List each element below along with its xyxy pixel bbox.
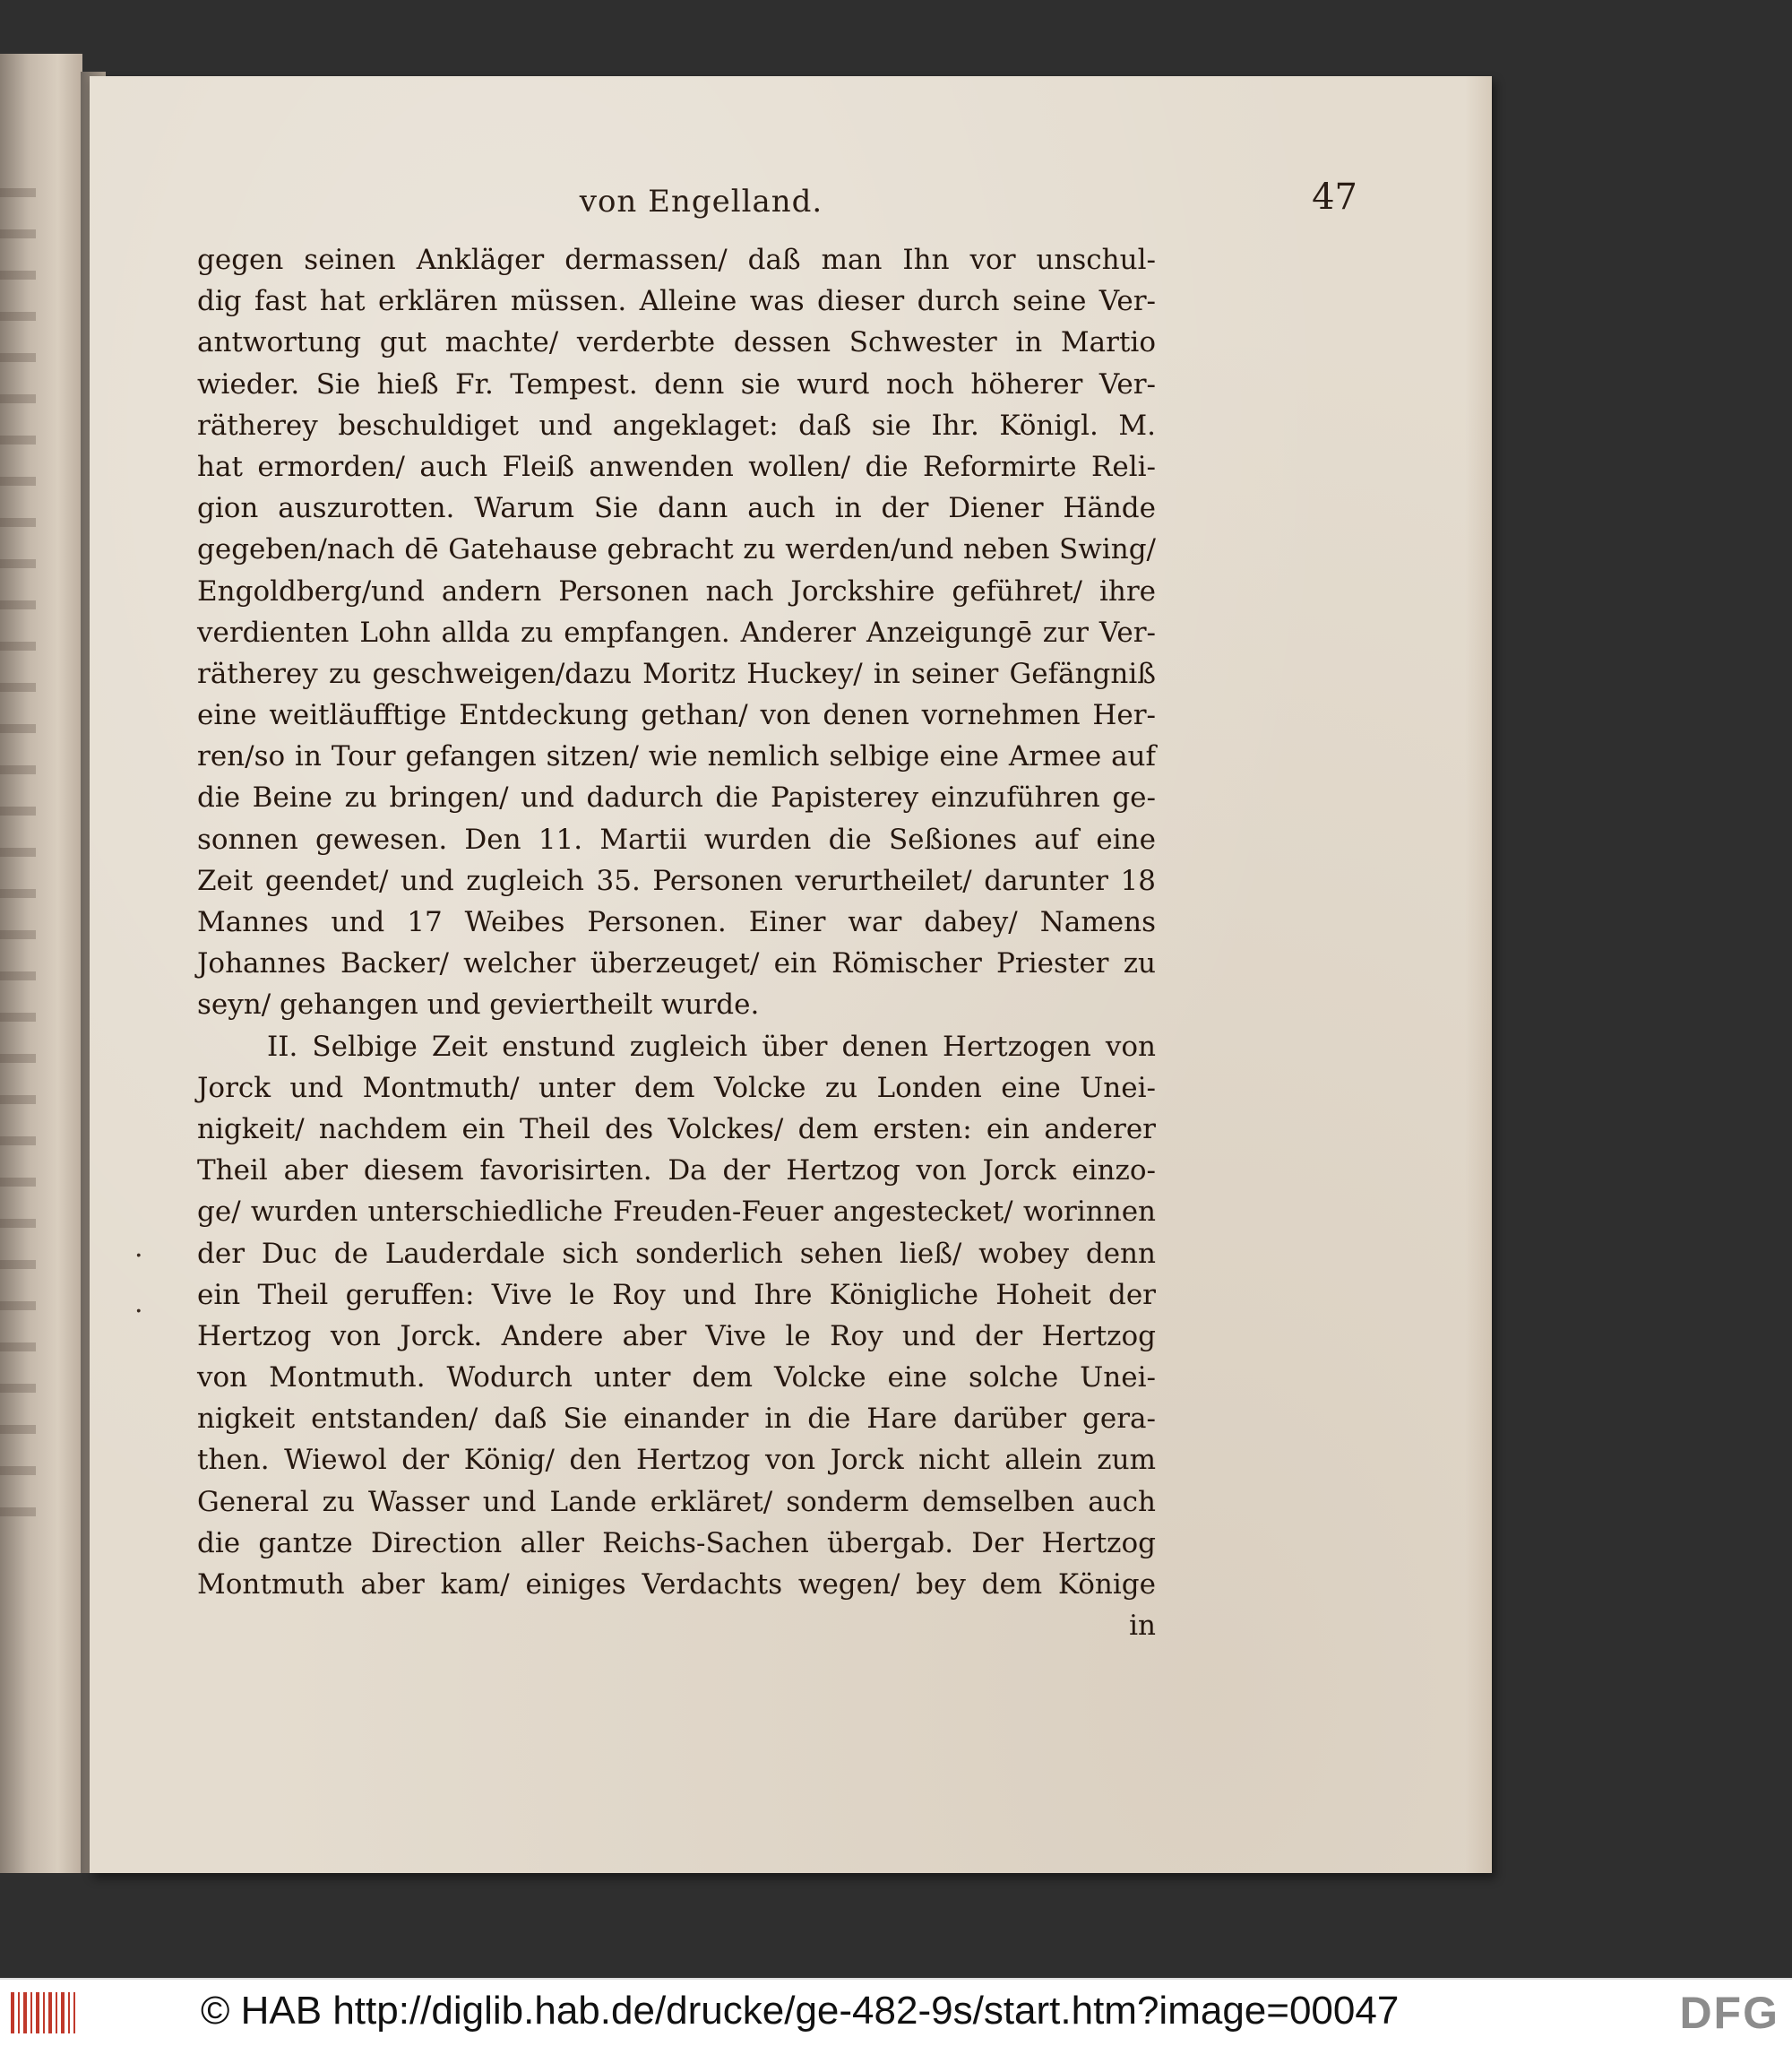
- text-line: Montmuth aber kam/ einiges Verdachts wegen/ bey dem Könige: [197, 1568, 1156, 1601]
- text-line: sonnen gewesen. Den 11. Martii wurden die Seßiones auf eine: [197, 823, 1156, 856]
- text-line: gion auszurotten. Warum Sie dann auch in der Diener Hände: [197, 492, 1156, 525]
- body-text: [197, 239, 1156, 1646]
- dfg-logo: DFG: [1679, 1988, 1779, 2038]
- text-line: gegen seinen Ankläger dermassen/ daß man Ihn vor unschul-: [197, 244, 1156, 276]
- text-line: die Beine zu bringen/ und dadurch die Papisterey einzuführen ge-: [197, 781, 1156, 815]
- text-line: rätherey beschuldiget und angeklaget: daß sie Ihr. Königl. M.: [197, 409, 1156, 442]
- text-line: eine weitläufftige Entdeckung gethan/ von denen vornehmen Her-: [197, 699, 1156, 732]
- barcode-icon: [11, 1992, 75, 2033]
- margin-mark: .: [134, 1232, 143, 1264]
- text-line: wieder. Sie hieß Fr. Tempest. denn sie wurd noch höherer Ver-: [197, 367, 1156, 401]
- text-line: Zeit geendet/ und zugleich 35. Personen verurtheilet/ darunter 18: [197, 864, 1156, 897]
- text-line: ren/so in Tour gefangen sitzen/ wie nemlich selbige eine Armee auf: [197, 740, 1156, 773]
- text-line: die gantze Direction aller Reichs-Sachen übergab. Der Hertzog: [197, 1526, 1156, 1559]
- running-head: [179, 177, 1357, 237]
- text-line: Jorck und Montmuth/ unter dem Volcke zu Londen eine Unei-: [197, 1071, 1156, 1104]
- page-number: 47: [1312, 177, 1357, 218]
- text-line: nigkeit/ nachdem ein Theil des Volckes/ dem ersten: ein anderer: [197, 1112, 1156, 1145]
- text-line: rätherey zu geschweigen/dazu Moritz Huckey/ in seiner Gefängniß: [197, 657, 1156, 690]
- text-line: von Montmuth. Wodurch unter dem Volcke eine solche Unei-: [197, 1361, 1156, 1394]
- text-line: gegeben/nach dē Gatehause gebracht zu werden/und neben Swing/: [197, 533, 1156, 566]
- text-line: hat ermorden/ auch Fleiß anwenden wollen/ die Reformirte Reli-: [197, 450, 1156, 483]
- text-line: seyn/ gehangen und geviertheilt wurde.: [197, 988, 760, 1022]
- text-line: der Duc de Lauderdale sich sonderlich sehen ließ/ wobey denn: [197, 1237, 1156, 1270]
- text-line: antwortung gut machte/ verderbte dessen Schwester in Martio: [197, 326, 1156, 359]
- text-line: verdienten Lohn allda zu empfangen. Anderer Anzeigungē zur Ver-: [197, 616, 1156, 649]
- text-line: dig fast hat erklären müssen. Alleine was dieser durch seine Ver-: [197, 285, 1156, 318]
- text-line: then. Wiewol der König/ den Hertzog von Jorck nicht allein zum: [197, 1444, 1156, 1477]
- viewer-footer: [0, 1978, 1792, 2046]
- running-title: von Engelland.: [579, 184, 823, 220]
- text-line: Theil aber diesem favorisirten. Da der Hertzog von Jorck einzo-: [197, 1154, 1156, 1187]
- catchword: in: [1129, 1610, 1156, 1643]
- section-start-line: II. Selbige Zeit enstund zugleich über denen Hertzogen von: [267, 1030, 1156, 1063]
- text-line: nigkeit entstanden/ daß Sie einander in die Hare darüber gera-: [197, 1403, 1156, 1436]
- text-line: Engoldberg/und andern Personen nach Jorckshire geführet/ ihre: [197, 574, 1156, 608]
- left-page-bleed-text: [0, 188, 36, 1532]
- text-line: ge/ wurden unterschiedliche Freuden-Feuer angestecket/ worinnen: [197, 1196, 1156, 1229]
- credit-link[interactable]: © HAB http://diglib.hab.de/drucke/ge-482-9s/start.htm?image=00047: [201, 1989, 1400, 2033]
- text-line: ein Theil geruffen: Vive le Roy und Ihre Königliche Hoheit der: [197, 1278, 1156, 1311]
- left-page-edge: [0, 54, 82, 1873]
- text-line: General zu Wasser und Lande erkläret/ sonderm demselben auch: [197, 1485, 1156, 1518]
- text-line: Hertzog von Jorck. Andere aber Vive le Roy und der Hertzog: [197, 1319, 1156, 1352]
- margin-mark: .: [134, 1288, 143, 1319]
- book-page: [90, 76, 1492, 1873]
- text-line: Johannes Backer/ welcher überzeuget/ ein Römischer Priester zu: [197, 947, 1156, 980]
- text-line: Mannes und 17 Weibes Personen. Einer war dabey/ Namens: [197, 906, 1156, 938]
